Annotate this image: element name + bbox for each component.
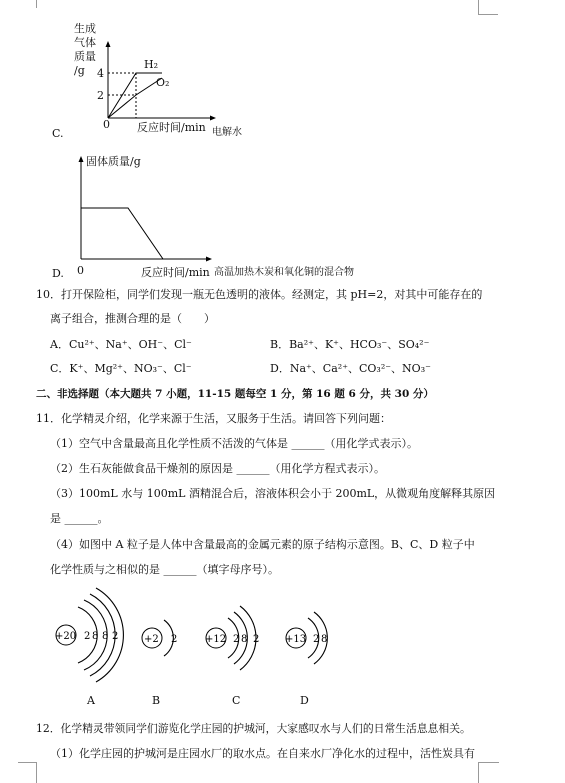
atom-c-label: C [232,694,241,707]
graph-d-origin: 0 [77,264,84,277]
graph-c-line-o2 [108,78,162,118]
graph-c-x-arrow [210,116,216,121]
corner-mark-top-right-h [478,14,498,15]
q10-option-d: D．Na⁺、Ca²⁺、CO₃²⁻、NO₃⁻ [270,362,431,375]
atom-a-label: A [87,694,95,707]
section-2-title: 二、非选择题（本大题共 7 小题，11-15 题每空 1 分，第 16 题 6 分，共 30 分） [36,388,434,400]
atom-a [55,588,123,682]
option-c-letter: C. [52,127,64,140]
q11-part-4b: 化学性质与之相似的是 ______（填字母序号）。 [50,563,279,576]
graph-c-ylabel-2: 气体 [74,36,96,49]
atom-a-e1: 2 [84,631,91,642]
q11-part-3b: 是 ______。 [50,512,109,525]
atom-c-e2: 8 [241,634,248,645]
graph-c-ylabel-1: 生成 [74,22,96,35]
atom-diagrams [40,580,340,690]
q11-stem: 11．化学精灵介绍，化学来源于生活，又服务于生活。请回答下列问题： [36,412,391,425]
graph-c-ylabel-4: /g [74,64,85,77]
q11-part-2: （2）生石灰能做食品干燥剂的原因是 ______（用化学方程式表示）。 [50,462,385,475]
atom-a-nucleus: +20 [55,631,77,642]
atom-b [142,620,177,656]
graph-d-y-arrow [79,156,84,162]
atom-b-label: B [152,694,161,707]
atom-a-e2: 8 [92,631,99,642]
graph-d-xlabel: 反应时间/min [141,266,210,279]
corner-mark-bottom-left [18,762,37,783]
corner-mark-top-right [478,0,479,14]
graph-c-xlabel: 反应时间/min [137,121,206,134]
atom-c-e1: 2 [233,634,240,645]
graph-c-series-h2: H₂ [144,58,159,71]
atom-a-e4: 2 [112,631,119,642]
q11-part-1: （1）空气中含量最高且化学性质不活泼的气体是 ______（用化学式表示）。 [50,437,418,450]
q12-stem: 12．化学精灵带领同学们游览化学庄园的护城河，大家感叹水与人们的日常生活息息相关。 [36,722,471,735]
atom-d-nucleus: +13 [285,634,307,645]
atom-c [205,606,259,670]
q11-part-3a: （3）100mL 水与 100mL 酒精混合后，溶液体积会小于 200mL，从微观角度解释其原因 [50,487,496,500]
graph-c-ylabel-3: 质量 [74,50,96,63]
graph-c-origin: 0 [103,118,110,131]
atom-d [285,612,327,664]
q12-part-1: （1）化学庄园的护城河是庄园水厂的取水点。在自来水厂净化水的过程中，活性炭具有 [50,747,475,760]
atom-d-label: D [300,694,309,707]
q10-option-b: B．Ba²⁺、K⁺、HCO₃⁻、SO₄²⁻ [270,338,430,351]
graph-c-tick-4: 4 [97,67,104,80]
atom-a-e3: 8 [102,631,109,642]
atom-c-e3: 2 [253,634,260,645]
q10-option-c: C．K⁺、Mg²⁺、NO₃⁻、Cl⁻ [50,362,192,375]
atom-c-nucleus: +12 [205,634,227,645]
corner-mark-top-left [36,0,37,8]
q10-option-a: A．Cu²⁺、Na⁺、OH⁻、Cl⁻ [50,338,192,351]
atom-b-nucleus: +2 [144,634,159,645]
graph-d-caption: 高温加热木炭和氧化铜的混合物 [214,267,354,278]
atom-a-shell-4 [96,588,123,682]
option-d-letter: D. [52,267,64,280]
graph-d-line [81,208,163,259]
atom-d-e1: 2 [313,634,320,645]
graph-c-y-arrow [106,41,111,47]
atom-b-e1: 2 [171,634,178,645]
corner-mark-bottom-right [478,762,499,783]
graph-c-series-o2: O₂ [156,76,170,89]
graph-c-tick-2: 2 [97,89,104,102]
atom-d-e2: 8 [321,634,328,645]
q10-stem-1: 10．打开保险柜，同学们发现一瓶无色透明的液体。经测定，其 pH=2，对其中可能存在的 [36,288,483,301]
graph-d-ylabel: 固体质量/g [86,155,141,168]
q11-part-4a: （4）如图中 A 粒子是人体中含量最高的金属元素的原子结构示意图。B、C、D 粒子中 [50,538,475,551]
q10-stem-2: 离子组合，推测合理的是（ ） [50,312,215,325]
graph-d-x-arrow [206,257,212,262]
graph-c-caption: 电解水 [212,127,242,138]
